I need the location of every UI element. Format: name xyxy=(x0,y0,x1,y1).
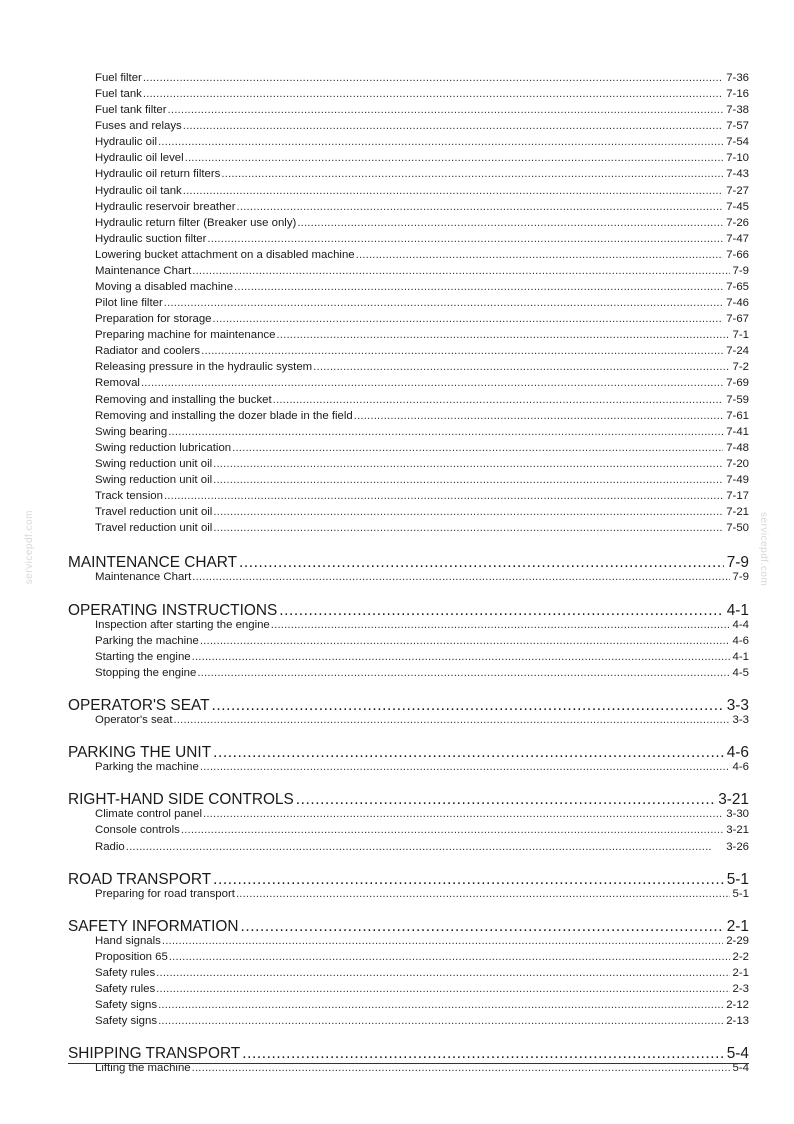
index-entry[interactable] xyxy=(68,651,749,664)
index-entry[interactable] xyxy=(68,281,749,294)
entry-page-number: 7-27 xyxy=(726,184,749,197)
entry-page-number: 7-49 xyxy=(726,473,749,486)
dot-leader xyxy=(232,442,723,455)
index-entry[interactable] xyxy=(68,265,749,278)
section-title: SHIPPING TRANSPORT xyxy=(68,1045,241,1063)
entry-page-number: 7-16 xyxy=(726,88,749,101)
dot-leader xyxy=(213,744,724,761)
dot-leader xyxy=(158,1015,723,1028)
entry-page-number: 7-50 xyxy=(726,522,749,535)
entry-page-number: 7-38 xyxy=(726,104,749,117)
entry-page-number: 7-43 xyxy=(726,168,749,181)
dot-leader xyxy=(239,554,724,571)
index-entry[interactable] xyxy=(68,888,749,901)
entry-page-number: 3-3 xyxy=(732,713,749,726)
entry-title: Hydraulic return filter (Breaker use only) xyxy=(95,216,297,229)
index-entry[interactable] xyxy=(68,761,749,774)
entry-title: Radiator and coolers xyxy=(95,345,201,358)
index-section xyxy=(68,918,749,1029)
index-entry[interactable] xyxy=(68,152,749,165)
index-entry[interactable] xyxy=(68,72,749,85)
entry-title: Lowering bucket attachment on a disabled machine xyxy=(95,248,355,261)
dot-leader xyxy=(201,345,723,358)
section-page-number: 7-9 xyxy=(726,554,749,572)
index-entry[interactable] xyxy=(68,442,749,455)
index-entry[interactable] xyxy=(68,217,749,230)
index-entry[interactable] xyxy=(68,506,749,519)
dot-leader xyxy=(141,377,723,390)
dot-leader xyxy=(297,217,723,230)
index-entry[interactable] xyxy=(68,935,749,948)
entry-title: Moving a disabled machine xyxy=(95,281,234,294)
section-heading[interactable] xyxy=(68,697,749,714)
dot-leader xyxy=(192,651,730,664)
entry-page-number: 7-36 xyxy=(726,72,749,84)
entry-page-number: 7-54 xyxy=(726,136,749,149)
dot-leader xyxy=(213,474,723,487)
dot-leader xyxy=(242,1045,724,1062)
entry-page-number: 2-3 xyxy=(732,983,749,996)
index-entry[interactable] xyxy=(68,104,749,117)
dot-leader xyxy=(200,635,730,648)
index-entry[interactable] xyxy=(68,999,749,1012)
entry-title: Hand signals xyxy=(95,934,161,947)
section-title: OPERATOR'S SEAT xyxy=(68,696,210,714)
entry-page-number: 7-69 xyxy=(726,377,749,390)
dot-leader xyxy=(156,967,729,980)
dot-leader xyxy=(168,426,723,439)
dot-leader xyxy=(192,1062,730,1075)
index-entry[interactable] xyxy=(68,168,749,181)
entry-page-number: 7-66 xyxy=(726,248,749,261)
dot-leader xyxy=(183,120,723,133)
dot-leader xyxy=(234,281,723,294)
section-heading[interactable] xyxy=(68,791,749,808)
entry-title: Stopping the engine xyxy=(95,666,197,679)
entry-page-number: 7-21 xyxy=(726,506,749,519)
entry-title: Parking the machine xyxy=(95,634,199,647)
entry-page-number: 5-1 xyxy=(732,887,749,900)
entry-title: Maintenance Chart xyxy=(95,264,192,277)
dot-leader xyxy=(200,761,730,774)
index-entry[interactable] xyxy=(68,249,749,262)
index-entry[interactable] xyxy=(68,426,749,439)
entry-page-number: 5-4 xyxy=(732,1062,749,1075)
dot-leader xyxy=(158,136,723,149)
index-entry[interactable] xyxy=(68,1015,749,1028)
entry-page-number: 2-12 xyxy=(726,999,749,1012)
entry-page-number: 7-67 xyxy=(726,313,749,326)
dot-leader xyxy=(213,458,723,471)
entry-title: Radio xyxy=(95,840,125,853)
section-entry-list xyxy=(68,619,749,680)
entry-title: Swing reduction unit oil xyxy=(95,473,213,486)
intro-entry-list xyxy=(68,72,749,535)
dot-leader xyxy=(156,983,729,996)
entry-page-number: 3-30 xyxy=(726,808,749,821)
entry-title: Hydraulic reservoir breather xyxy=(95,200,236,213)
entry-page-number: 4-5 xyxy=(732,666,749,679)
entry-page-number: 7-10 xyxy=(726,152,749,165)
entry-page-number: 7-20 xyxy=(726,457,749,470)
index-entry[interactable] xyxy=(68,841,749,854)
dot-leader xyxy=(271,619,730,632)
section-heading[interactable] xyxy=(68,744,749,761)
section-list xyxy=(68,554,749,1075)
dot-leader xyxy=(273,394,724,407)
dot-leader xyxy=(237,201,724,214)
section-heading[interactable] xyxy=(68,918,749,935)
entry-title: Fuel filter xyxy=(95,72,142,84)
index-entry[interactable] xyxy=(68,233,749,246)
dot-leader xyxy=(207,233,723,246)
dot-leader xyxy=(296,791,715,808)
index-entry[interactable] xyxy=(68,824,749,837)
index-entry[interactable] xyxy=(68,297,749,310)
index-entry[interactable] xyxy=(68,394,749,407)
entry-page-number: 7-65 xyxy=(726,281,749,294)
index-entry[interactable] xyxy=(68,88,749,101)
section-title: SAFETY INFORMATION xyxy=(68,917,239,935)
dot-leader xyxy=(213,871,724,888)
entry-title: Inspection after starting the engine xyxy=(95,618,270,631)
entry-title: Parking the machine xyxy=(95,761,199,774)
entry-page-number: 7-9 xyxy=(732,264,749,277)
dot-leader xyxy=(143,72,723,85)
index-entry[interactable] xyxy=(68,377,749,390)
entry-page-number: 7-61 xyxy=(726,409,749,422)
entry-title: Removing and installing the dozer blade in the field xyxy=(95,409,353,422)
entry-page-number: 7-2 xyxy=(732,361,749,374)
dot-leader xyxy=(356,249,724,262)
index-entry[interactable] xyxy=(68,136,749,149)
entry-title: Fuel tank filter xyxy=(95,104,167,117)
section-page-number: 4-1 xyxy=(726,601,749,619)
section-title: MAINTENANCE CHART xyxy=(68,554,238,572)
watermark-left: servicepdf.com xyxy=(24,510,35,585)
entry-title: Hydraulic oil tank xyxy=(95,184,182,197)
index-entry[interactable] xyxy=(68,185,749,198)
dot-leader xyxy=(354,410,723,423)
section-heading[interactable] xyxy=(68,602,749,619)
entry-title: Removing and installing the bucket xyxy=(95,393,272,406)
index-entry[interactable] xyxy=(68,313,749,326)
entry-title: Releasing pressure in the hydraulic system xyxy=(95,361,313,374)
index-entry[interactable] xyxy=(68,522,749,535)
entry-page-number: 2-29 xyxy=(726,934,749,947)
entry-title: Removal xyxy=(95,377,140,390)
index-section xyxy=(68,602,749,680)
index-section xyxy=(68,554,749,584)
entry-page-number: 4-4 xyxy=(732,618,749,631)
dot-leader xyxy=(221,168,723,181)
index-section xyxy=(68,744,749,774)
section-entry-list xyxy=(68,571,749,584)
entry-page-number: 3-21 xyxy=(726,824,749,837)
index-entry[interactable] xyxy=(68,635,749,648)
index-entry[interactable] xyxy=(68,490,749,503)
entry-title: Preparing machine for maintenance xyxy=(95,329,276,342)
entry-title: Pilot line filter xyxy=(95,297,163,310)
section-title: OPERATING INSTRUCTIONS xyxy=(68,601,278,619)
dot-leader xyxy=(240,918,723,935)
entry-page-number: 7-26 xyxy=(726,216,749,229)
entry-page-number: 7-41 xyxy=(726,425,749,438)
dot-leader xyxy=(211,697,723,714)
entry-title: Safety rules xyxy=(95,983,156,996)
section-heading[interactable] xyxy=(68,1045,749,1062)
section-title: RIGHT-HAND SIDE CONTROLS xyxy=(68,791,294,809)
index-entry[interactable] xyxy=(68,361,749,374)
entry-page-number: 7-46 xyxy=(726,297,749,310)
entry-title: Hydraulic oil return filters xyxy=(95,168,221,181)
dot-leader xyxy=(164,490,723,503)
dot-leader xyxy=(192,265,729,278)
index-section xyxy=(68,871,749,901)
index-entry[interactable] xyxy=(68,619,749,632)
index-entry[interactable] xyxy=(68,458,749,471)
entry-page-number: 2-1 xyxy=(732,967,749,980)
index-entry[interactable] xyxy=(68,410,749,423)
entry-page-number: 4-6 xyxy=(732,761,749,774)
section-title: PARKING THE UNIT xyxy=(68,744,212,762)
section-page-number: 5-1 xyxy=(726,870,749,888)
watermark-right: servicepdf.com xyxy=(758,512,769,587)
section-page-number: 5-4 xyxy=(726,1045,749,1063)
dot-leader xyxy=(192,571,729,584)
section-heading[interactable] xyxy=(68,554,749,571)
dot-leader xyxy=(203,808,723,821)
entry-page-number: 7-57 xyxy=(726,120,749,133)
entry-page-number: 2-2 xyxy=(732,950,749,963)
entry-page-number: 2-13 xyxy=(726,1015,749,1028)
entry-title: Swing reduction unit oil xyxy=(95,457,213,470)
section-entry-list xyxy=(68,1062,749,1075)
dot-leader xyxy=(313,361,729,374)
dot-leader xyxy=(276,329,729,342)
entry-page-number: 7-48 xyxy=(726,441,749,454)
index-entry[interactable] xyxy=(68,474,749,487)
entry-page-number: 7-47 xyxy=(726,232,749,245)
index-entry[interactable] xyxy=(68,983,749,996)
entry-page-number: 4-1 xyxy=(732,650,749,663)
dot-leader xyxy=(181,824,723,837)
section-page-number: 3-3 xyxy=(726,696,749,714)
dot-leader xyxy=(183,185,723,198)
entry-title: Swing bearing xyxy=(95,425,168,438)
section-page-number: 2-1 xyxy=(726,917,749,935)
index-section xyxy=(68,697,749,727)
dot-leader xyxy=(279,602,724,619)
dot-leader xyxy=(213,522,723,535)
entry-title: Safety signs xyxy=(95,999,158,1012)
entry-title: Travel reduction unit oil xyxy=(95,506,213,519)
section-heading[interactable] xyxy=(68,871,749,888)
index-page xyxy=(68,72,749,1079)
dot-leader xyxy=(197,667,729,680)
dot-leader xyxy=(143,88,723,101)
entry-title: Track tension xyxy=(95,490,163,503)
section-entry-list xyxy=(68,888,749,901)
entry-title: Lifting the machine xyxy=(95,1062,191,1075)
dot-leader xyxy=(174,714,730,727)
entry-title: Starting the engine xyxy=(95,650,191,663)
entry-page-number: 4-6 xyxy=(732,634,749,647)
entry-title: Safety signs xyxy=(95,1015,158,1028)
dot-leader xyxy=(213,313,724,326)
entry-page-number: 7-45 xyxy=(726,200,749,213)
dot-leader xyxy=(213,506,723,519)
index-entry[interactable] xyxy=(68,201,749,214)
section-page-number: 4-6 xyxy=(726,744,749,762)
section-entry-list xyxy=(68,935,749,1029)
index-entry[interactable] xyxy=(68,967,749,980)
dot-leader xyxy=(162,935,723,948)
entry-title: Preparation for storage xyxy=(95,313,212,326)
section-page-number: 3-21 xyxy=(718,791,749,809)
entry-page-number: 3-26 xyxy=(726,840,749,853)
dot-leader xyxy=(164,297,723,310)
index-entry[interactable] xyxy=(68,714,749,727)
index-entry[interactable] xyxy=(68,667,749,680)
dot-leader xyxy=(185,152,724,165)
index-section xyxy=(68,791,749,853)
entry-title: Fuel tank xyxy=(95,88,142,101)
section-entry-list xyxy=(68,808,749,853)
entry-title: Hydraulic suction filter xyxy=(95,232,207,245)
entry-title: Preparing for road transport xyxy=(95,887,235,900)
entry-page-number: 7-24 xyxy=(726,345,749,358)
entry-page-number: 7-9 xyxy=(732,571,749,584)
entry-title: Climate control panel xyxy=(95,808,202,821)
entry-page-number: 7-59 xyxy=(726,393,749,406)
entry-page-number: 7-17 xyxy=(726,490,749,503)
entry-title: Hydraulic oil level xyxy=(95,152,184,165)
dot-leader xyxy=(168,104,724,117)
index-entry[interactable] xyxy=(68,345,749,358)
dot-leader xyxy=(126,841,723,854)
entry-title: Operator's seat xyxy=(95,713,173,726)
section-title: ROAD TRANSPORT xyxy=(68,870,212,888)
section-entry-list xyxy=(68,714,749,727)
index-entry[interactable] xyxy=(68,1062,749,1075)
index-entry[interactable] xyxy=(68,951,749,964)
index-entry[interactable] xyxy=(68,120,749,133)
dot-leader xyxy=(169,951,730,964)
entry-title: Maintenance Chart xyxy=(95,571,192,584)
footer-rule xyxy=(68,1063,749,1064)
dot-leader xyxy=(158,999,723,1012)
entry-title: Hydraulic oil xyxy=(95,136,158,149)
entry-page-number: 7-1 xyxy=(732,329,749,342)
index-section xyxy=(68,1045,749,1075)
entry-title: Travel reduction unit oil xyxy=(95,522,213,535)
index-entry[interactable] xyxy=(68,329,749,342)
entry-title: Safety rules xyxy=(95,967,156,980)
section-entry-list xyxy=(68,761,749,774)
entry-title: Fuses and relays xyxy=(95,120,182,133)
entry-title: Proposition 65 xyxy=(95,950,168,963)
entry-title: Swing reduction lubrication xyxy=(95,441,232,454)
index-entry[interactable] xyxy=(68,571,749,584)
index-entry[interactable] xyxy=(68,808,749,821)
dot-leader xyxy=(236,888,730,901)
entry-title: Console controls xyxy=(95,824,180,837)
